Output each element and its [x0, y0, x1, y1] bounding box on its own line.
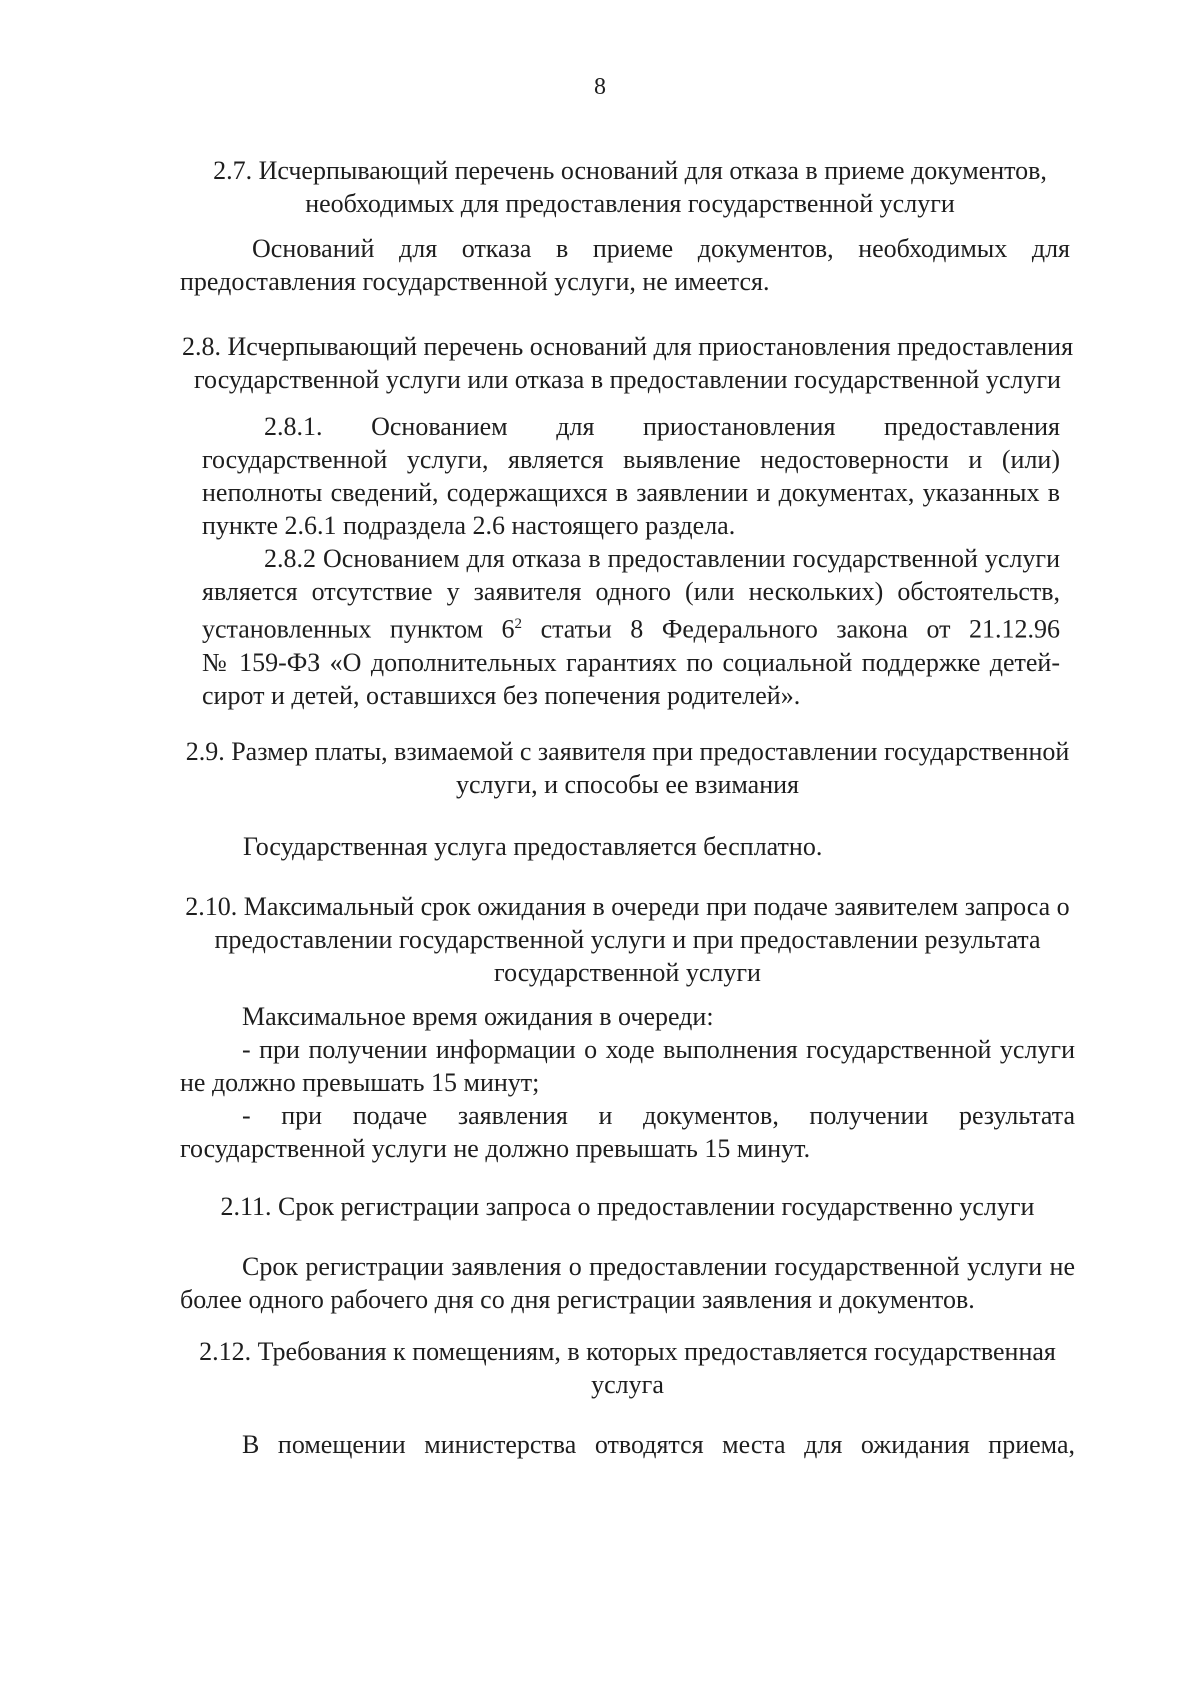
section-2-12-heading: [180, 1335, 1075, 1401]
heading-line: услуги, и способы ее взимания: [456, 770, 799, 799]
section-2-10-heading: [180, 890, 1075, 989]
heading-line: 2.7. Исчерпывающий перечень оснований для отказа в приеме документов,: [213, 156, 1047, 185]
section-2-11-heading: 2.11. Срок регистрации запроса о предоставлении государственно услуги: [220, 1192, 1035, 1221]
paragraph-line: В помещении министерства отводятся места для ожидания приема,: [242, 1430, 1075, 1459]
paragraph-line: не должно превышать 15 минут;: [180, 1068, 540, 1097]
heading-line: государственной услуги: [494, 958, 761, 987]
paragraph-line: является отсутствие у заявителя одного (или нескольких) обстоятельств,: [202, 577, 1060, 606]
heading-line: 2.8. Исчерпывающий перечень оснований для приостановления предоставления: [181, 332, 1074, 361]
paragraph-line: - при получении информации о ходе выполнения государственной услуги: [242, 1035, 1075, 1064]
paragraph-line: предоставления государственной услуги, не имеется.: [180, 267, 770, 296]
section-2-8-body: [202, 410, 1060, 712]
paragraph-line: более одного рабочего дня со дня регистрации заявления и документов.: [180, 1285, 975, 1314]
section-2-9-heading: [180, 735, 1075, 801]
paragraph-line: государственной услуги, является выявление недостоверности и (или): [202, 445, 1060, 474]
paragraph-line: - при подаче заявления и документов, получении результата: [242, 1101, 1075, 1130]
paragraph-line: Максимальное время ожидания в очереди:: [242, 1002, 714, 1031]
heading-line: услуга: [591, 1370, 664, 1399]
paragraph-line: Оснований для отказа в приеме документов, необходимых для: [252, 234, 1070, 263]
paragraph-line: неполноты сведений, содержащихся в заявлении и документах, указанных в: [202, 478, 1060, 507]
heading-line: 2.9. Размер платы, взимаемой с заявителя при предоставлении государственной: [185, 737, 1070, 766]
paragraph-line: 2.8.1. Основанием для приостановления предоставления: [264, 412, 1060, 441]
section-2-10-body: [180, 1000, 1075, 1165]
page-number: 8: [594, 74, 606, 100]
section-2-7-heading: [190, 154, 1070, 220]
paragraph-line: 2.8.2 Основанием для отказа в предоставлении государственной услуги: [264, 544, 1060, 573]
text-run: статьи 8 Федерального закона от 21.12.96: [522, 614, 1060, 644]
section-2-9-body: Государственная услуга предоставляется бесплатно.: [243, 832, 823, 861]
text-run: установленных пунктом 6: [202, 614, 515, 644]
heading-line: государственной услуги или отказа в предоставлении государственной услуги: [194, 365, 1061, 394]
paragraph-line: пункте 2.6.1 подраздела 2.6 настоящего раздела.: [202, 511, 736, 540]
heading-line: 2.12. Требования к помещениям, в которых предоставляется государственная: [199, 1337, 1056, 1366]
paragraph-line: № 159-ФЗ «О дополнительных гарантиях по социальной поддержке детей-: [202, 647, 1060, 677]
heading-line: предоставлении государственной услуги и при предоставлении результата: [214, 925, 1041, 954]
section-2-7-body: [180, 232, 1070, 298]
paragraph-line: Срок регистрации заявления о предоставлении государственной услуги не: [242, 1252, 1075, 1281]
paragraph-line: сирот и детей, оставшихся без попечения родителей».: [202, 680, 801, 710]
heading-line: 2.10. Максимальный срок ожидания в очереди при подаче заявителем запроса о: [185, 892, 1070, 921]
superscript: 2: [514, 616, 523, 632]
section-2-11-body: [180, 1250, 1075, 1316]
paragraph-line: государственной услуги не должно превышать 15 минут.: [180, 1134, 811, 1163]
paragraph-line: [202, 608, 1060, 646]
section-2-12-body: [180, 1428, 1075, 1461]
section-2-8-heading: [180, 330, 1075, 396]
heading-line: необходимых для предоставления государственной услуги: [305, 189, 955, 218]
